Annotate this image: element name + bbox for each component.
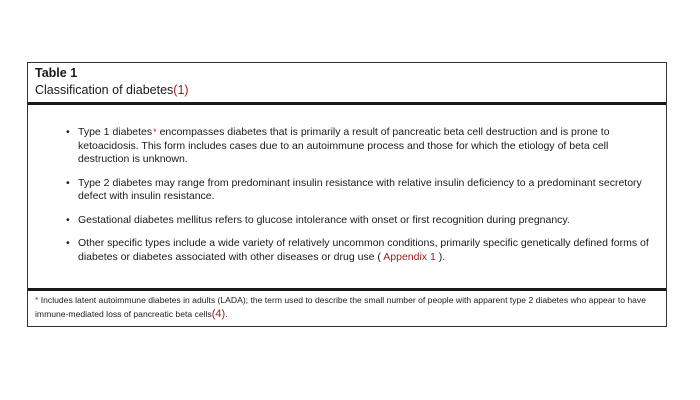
list-item-other (66, 237, 660, 264)
footnote-end: . (225, 309, 228, 319)
header-rule (28, 102, 666, 105)
type1-lead: Type 1 diabetes (78, 126, 153, 138)
footer-rule (28, 288, 666, 291)
bullet-icon: • (66, 176, 70, 189)
list-item-type2 (66, 177, 660, 204)
gestational-text: Gestational diabetes mellitus refers to glucose intolerance with onset or first recognition during pregnancy. (78, 213, 570, 226)
table-title: Table 1 (35, 66, 78, 80)
table-footnote (35, 293, 661, 321)
bullet-icon: • (66, 126, 70, 138)
other-text: Other specific types include a wide variety of relatively uncommon conditions, primarily specific genetically defined forms of diabetes or diabetes associated with other diseases or drug use ( (78, 237, 649, 263)
other-text-end: ). (435, 250, 446, 263)
list-item-gestational (66, 214, 660, 228)
footnote-reference-link[interactable]: (4) (211, 308, 226, 320)
caption-text: Classification of diabetes (35, 83, 174, 97)
classification-table (27, 62, 667, 327)
footnote-marker[interactable]: * (153, 127, 157, 137)
appendix-link[interactable]: Appendix 1 (383, 250, 436, 263)
footnote-star: * (35, 295, 39, 305)
type2-text: Type 2 diabetes may range from predominant insulin resistance with relative insulin deficiency to a predominant secretory defect with insulin resistance. (78, 176, 642, 202)
classification-list (66, 126, 660, 274)
footnote-text: Includes latent autoimmune diabetes in adults (LADA); the term used to describe the small number of people with apparent type 2 diabetes who appear to have immune-mediated loss of pancreatic beta cells (35, 295, 647, 319)
caption-reference-link[interactable]: (1) (173, 83, 189, 97)
type1-text: encompasses diabetes that is primarily a result of pancreatic beta cell destruction and is prone to ketoacidosis. This form includes cases due to an autoimmune process and those for which the etiology of beta cell destruction is unknown. (78, 126, 610, 165)
bullet-icon: • (66, 237, 70, 249)
table-caption (35, 82, 189, 98)
bullet-icon: • (66, 213, 70, 226)
list-item-type1 (66, 126, 660, 167)
